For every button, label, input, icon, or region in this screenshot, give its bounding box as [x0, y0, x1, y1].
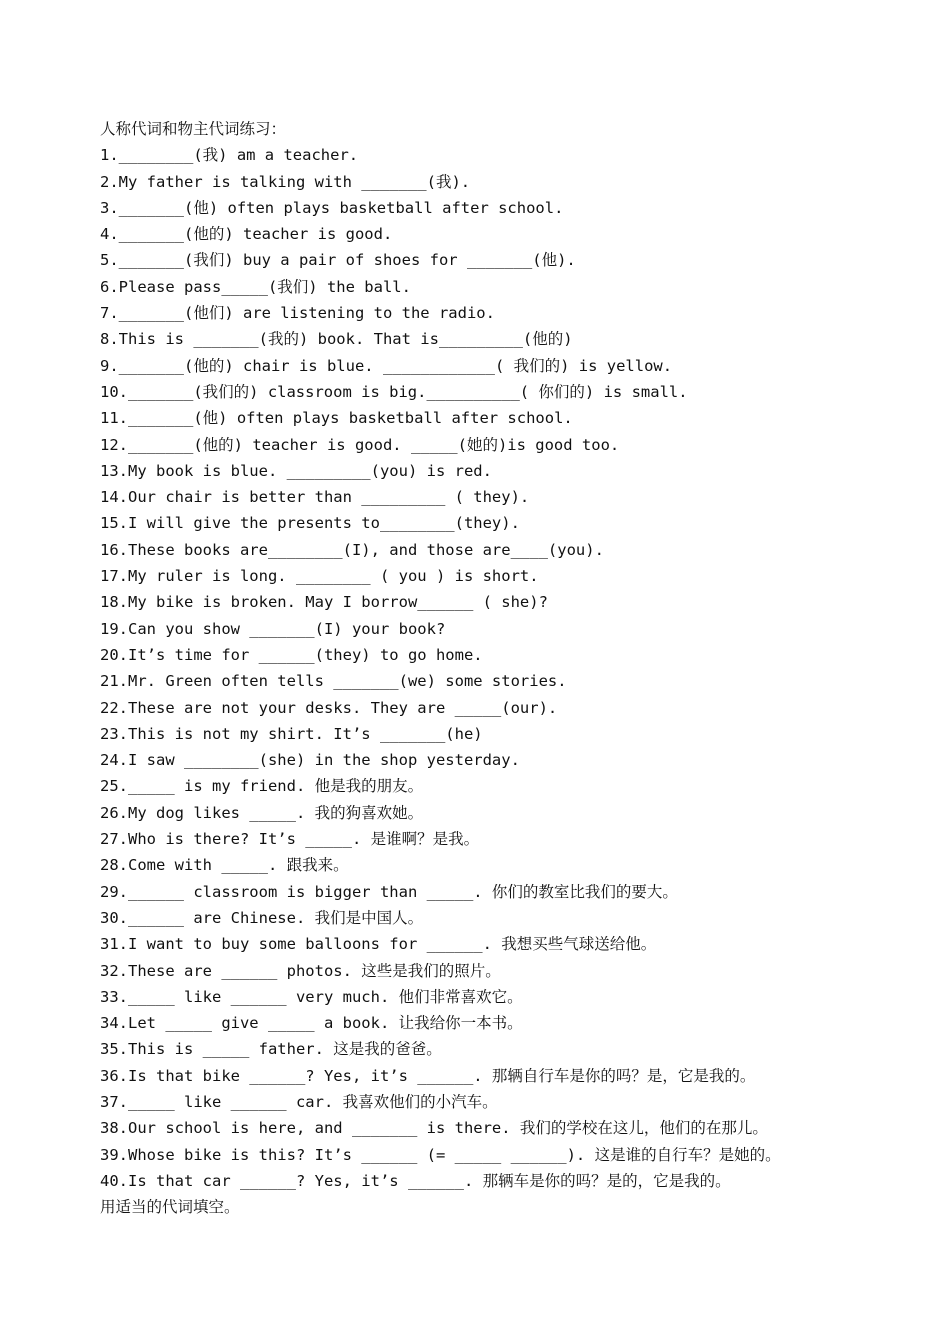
- exercise-line: 5._______(我们) buy a pair of shoes for _______(他).: [100, 251, 576, 270]
- exercise-line: 37._____ like ______ car. 我喜欢他们的小汽车。: [100, 1092, 498, 1111]
- exercise-line: 8.This is _______(我的) book. That is_________(他的): [100, 330, 573, 349]
- exercise-line: 20.It’s time for ______(they) to go home.: [100, 645, 483, 664]
- exercise-line: 18.My bike is broken. May I borrow______ ( she)?: [100, 593, 548, 612]
- worksheet-title: 人称代词和物主代词练习：: [100, 120, 287, 138]
- exercise-line: 21.Mr. Green often tells _______(we) some stories.: [100, 672, 567, 691]
- exercise-line: 32.These are ______ photos. 这些是我们的照片。: [100, 961, 501, 980]
- exercise-line: 27.Who is there? It’s _____. 是谁啊？是我。: [100, 830, 480, 849]
- exercise-line: 13.My book is blue. _________(you) is red.: [100, 461, 492, 480]
- exercise-line: 11._______(他) often plays basketball after school.: [100, 409, 573, 428]
- worksheet: [100, 116, 920, 1220]
- exercise-line: 25._____ is my friend. 他是我的朋友。: [100, 777, 424, 796]
- exercise-line: 6.Please pass_____(我们) the ball.: [100, 277, 411, 296]
- exercise-line: 28.Come with _____. 跟我来。: [100, 856, 349, 875]
- exercise-line: 2.My father is talking with _______(我).: [100, 172, 471, 191]
- exercise-line: 15.I will give the presents to________(they).: [100, 514, 520, 533]
- exercise-line: 34.Let _____ give _____ a book. 让我给你一本书。: [100, 1014, 523, 1033]
- exercise-line: 26.My dog likes _____. 我的狗喜欢她。: [100, 803, 424, 822]
- exercise-line: 4._______(他的) teacher is good.: [100, 225, 393, 244]
- exercise-line: 38.Our school is here, and _______ is there. 我们的学校在这儿，他们的在那儿。: [100, 1119, 768, 1138]
- exercise-line: 23.This is not my shirt. It’s _______(he): [100, 724, 483, 743]
- exercise-line: 39.Whose bike is this? It’s ______ (= _____ ______). 这是谁的自行车？是她的。: [100, 1145, 781, 1164]
- exercise-line: 19.Can you show _______(I) your book?: [100, 619, 446, 638]
- exercise-list: [100, 142, 920, 1194]
- exercise-line: 3._______(他) often plays basketball after school.: [100, 198, 564, 217]
- exercise-line: 40.Is that car ______? Yes, it’s ______. 那辆车是你的吗？是的，它是我的。: [100, 1171, 731, 1190]
- exercise-line: 35.This is _____ father. 这是我的爸爸。: [100, 1040, 442, 1059]
- exercise-line: 9._______(他的) chair is blue. ____________( 我们的) is yellow.: [100, 356, 673, 375]
- exercise-line: 31.I want to buy some balloons for ______. 我想买些气球送给他。: [100, 935, 657, 954]
- exercise-line: 29.______ classroom is bigger than _____. 你们的教室比我们的要大。: [100, 882, 678, 901]
- exercise-line: 10._______(我们的) classroom is big.__________( 你们的) is small.: [100, 382, 688, 401]
- exercise-line: 1.________(我) am a teacher.: [100, 146, 359, 165]
- exercise-line: 36.Is that bike ______? Yes, it’s ______. 那辆自行车是你的吗？是，它是我的。: [100, 1066, 756, 1085]
- exercise-line: 30.______ are Chinese. 我们是中国人。: [100, 908, 424, 927]
- exercise-line: 24.I saw ________(she) in the shop yesterday.: [100, 751, 520, 770]
- exercise-line: 7._______(他们) are listening to the radio.: [100, 304, 495, 323]
- exercise-line: 16.These books are________(I), and those are____(you).: [100, 540, 604, 559]
- exercise-line: 17.My ruler is long. ________ ( you ) is short.: [100, 567, 539, 586]
- exercise-line: 33._____ like ______ very much. 他们非常喜欢它。: [100, 987, 523, 1006]
- exercise-line: 14.Our chair is better than _________ ( they).: [100, 488, 530, 507]
- exercise-line: 12._______(他的) teacher is good. _____(她的)is good too.: [100, 435, 620, 454]
- exercise-line: 22.These are not your desks. They are _____(our).: [100, 698, 558, 717]
- worksheet-footer: 用适当的代词填空。: [100, 1198, 240, 1217]
